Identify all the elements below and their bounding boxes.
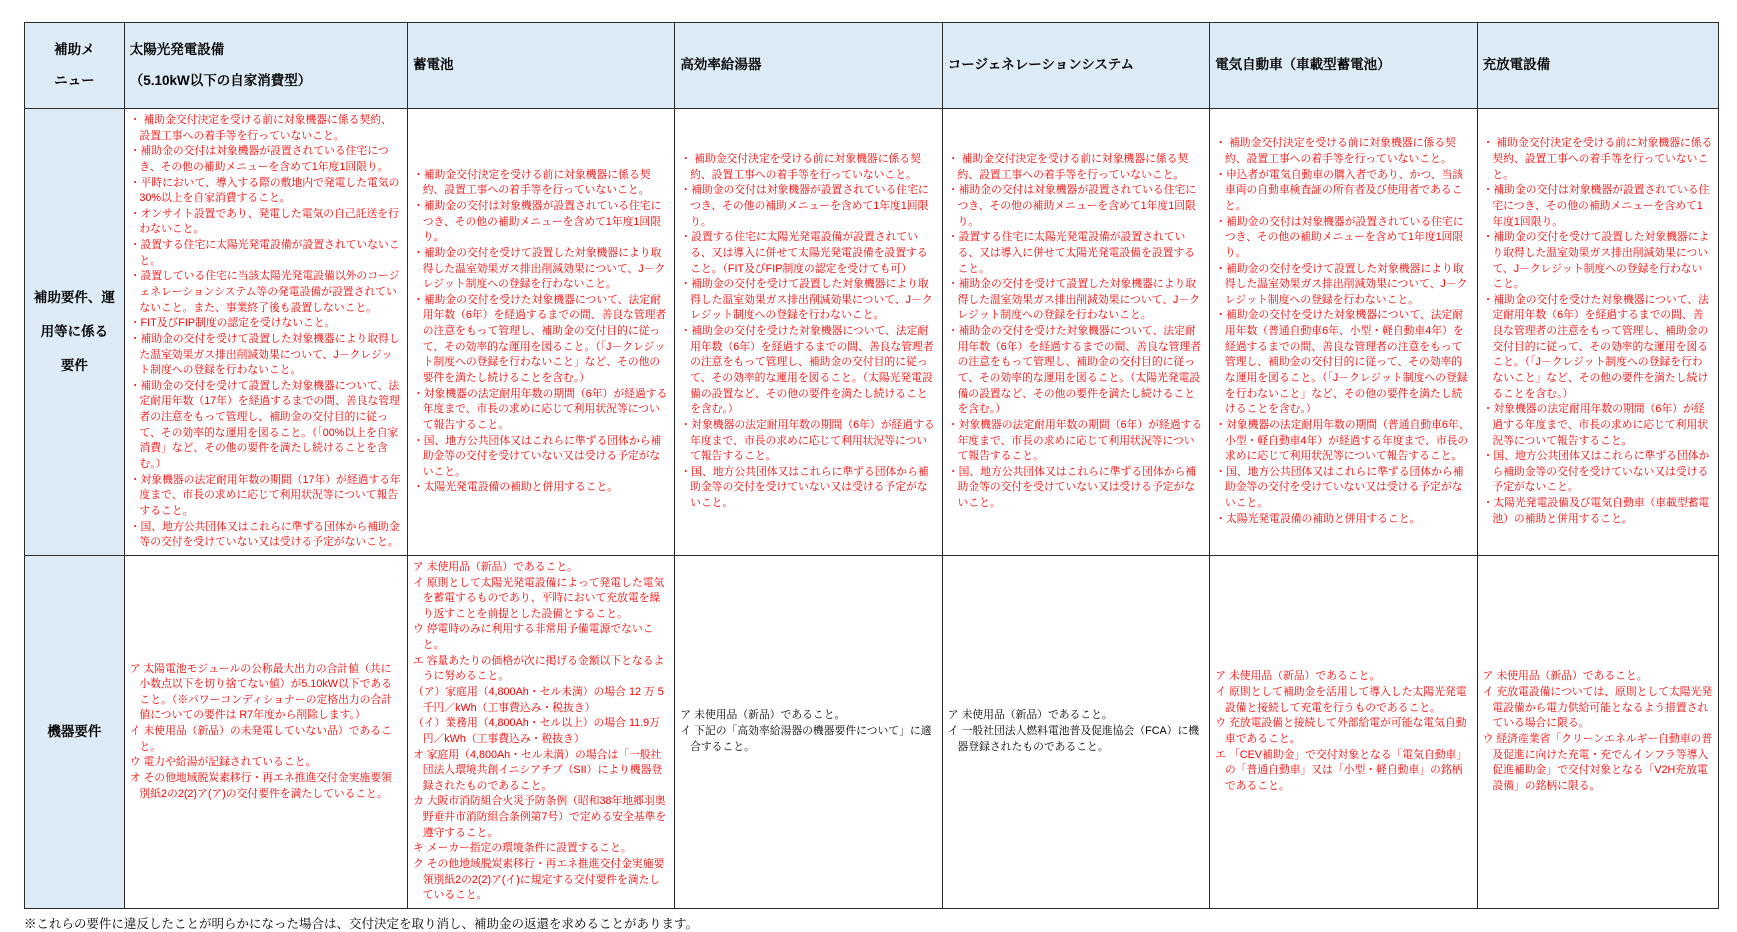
column-header-solar: 太陽光発電設備 （5.10kW以下の自家消費型） xyxy=(124,23,407,109)
row-header-requirements: 補助要件、運 用等に係る 要件 xyxy=(25,108,125,555)
column-header-cogeneration: コージェネレーションシステム xyxy=(942,23,1209,109)
table-row xyxy=(25,108,1719,555)
table-header xyxy=(25,23,1719,109)
cell-requirements-solar: ・ 補助金交付決定を受ける前に対象機器に係る契約、設置工事への着手等を行っていないこと。 ・補助金の交付は対象機器が設置されている住宅につき、その他の補助メニューを含めて1年度1回限り。 ・平時において、導入する際の敷地内で発電した電気の30%以上を自家消費すること。 ・オンサイト設置であり、発電した電気の自己託送を行わないこと。 ・設置する住宅に太陽光発電設備が設置されていないこと。 ・設置している住宅に当該太陽光発電設備以外のコージェネレーションシステム等の発電設備が設置されていないこと。また、事業終了後も設置しないこと。 ・FIT及びFIP制度の認定を受けないこと。 ・補助金の交付を受けて設置した対象機器により取得した温室効果ガス排出削減効果について、J－クレジット制度への登録を行わないこと。 ・補助金の交付を受けて設置した対象機器について、法定耐用年数（17年）を経過するまでの間、善良な管理者の注意をもって管理し、補助金の交付目的に従って、その効率的な運用を図ること。（「00%以上を自家消費」など、その他の要件を満たし続けることを含む。） ・対象機器の法定耐用年数の期間（17年）が経過する年度まで、市長の求めに応じて利用状況等について報告すること。 ・国、地方公共団体又はこれらに準ずる団体から補助金等の交付を受けていない又は受ける予定がないこと。 xyxy=(124,108,407,555)
column-header-battery: 蓄電池 xyxy=(407,23,674,109)
table-row xyxy=(25,555,1719,908)
column-header-charger: 充放電設備 xyxy=(1477,23,1718,109)
cell-requirements-battery: ・補助金交付決定を受ける前に対象機器に係る契約、設置工事への着手等を行っていないこと。 ・補助金の交付は対象機器が設置されている住宅につき、その他の補助メニューを含めて1年度1回限り。 ・補助金の交付を受けて設置した対象機器により取得した温室効果ガス排出削減効果について、J－クレジット制度への登録を行わないこと。 ・補助金の交付を受けた対象機器について、法定耐用年数（6年）を経過するまでの間、善良な管理者の注意をもって管理し、補助金の交付目的に従って、その効率的な運用を図ること。（「J－クレジット制度への登録を行わないこと」など、その他の要件を満たし続けることを含む。） ・対象機器の法定耐用年数の期間（6年）が経過する年度まで、市長の求めに応じて利用状況等について報告すること。 ・国、地方公共団体又はこれらに準ずる団体から補助金等の交付を受けていない又は受ける予定がないこと。 ・太陽光発電設備の補助と併用すること。 xyxy=(407,108,674,555)
subsidy-requirements-table xyxy=(24,22,1719,909)
column-header-menu: 補助メ ニュー xyxy=(25,23,125,109)
cell-equipment-cogeneration: ア 未使用品（新品）であること。 イ 一般社団法人燃料電池普及促進協会（FCA）に機器登録されたものであること。 xyxy=(942,555,1209,908)
cell-equipment-solar: ア 太陽電池モジュールの公称最大出力の合計値（共に小数点以下を切り捨てない値）が5.10kW以下であること。（※パワーコンディショナーの定格出力の合計値についての要件は R7年度から削除します。） イ 未使用品（新品）の未発電していない品）であること。 ウ 電力や給湯が記録されていること。 オ その他地域脱炭素移行・再エネ推進交付金実施要領別紙2の2(2)ア(ア)の交付要件を満たしていること。 xyxy=(124,555,407,908)
cell-requirements-charger: ・ 補助金交付決定を受ける前に対象機器に係る契約、設置工事への着手等を行っていないこと。 ・補助金の交付は対象機器が設置されている住宅につき、その他の補助メニューを含めて1年度1回限り。 ・補助金の交付を受けて設置した対象機器により取得した温室効果ガス排出削減効果について、J－クレジット制度への登録を行わないこと。 ・補助金の交付を受けた対象機器について、法定耐用年数（6年）を経過するまでの間、善良な管理者の注意をもって管理し、補助金の交付目的に従って、その効率的な運用を図ること。（「J－クレジット制度への登録を行わないこと」など、その他の要件を満たし続けることを含む。） ・対象機器の法定耐用年数の期間（6年）が経過する年度まで、市長の求めに応じて利用状況等について報告すること。 ・国、地方公共団体又はこれらに準ずる団体から補助金等の交付を受けていない又は受ける予定がないこと。 ・太陽光発電設備及び電気自動車（車載型蓄電池）の補助と併用すること。 xyxy=(1477,108,1718,555)
cell-equipment-charger: ア 未使用品（新品）であること。 イ 充放電設備については、原則として太陽光発電設備から電力供給可能となるよう措置されている場合に限る。 ウ 経済産業省「クリーンエネルギー自動車の普及促進に向けた充電・充でんインフラ等導入促進補助金」で交付対象となる「V2H充放電設備」の銘柄に限る。 xyxy=(1477,555,1718,908)
table-header-row xyxy=(25,23,1719,109)
column-header-ev: 電気自動車（車載型蓄電池） xyxy=(1210,23,1477,109)
row-header-equipment: 機器要件 xyxy=(25,555,125,908)
footnote: ※これらの要件に違反したことが明らかになった場合は、交付決定を取り消し、補助金の返還を求めることがあります。 xyxy=(24,916,699,931)
table-body xyxy=(25,108,1719,908)
cell-requirements-water-heater: ・ 補助金交付決定を受ける前に対象機器に係る契約、設置工事への着手等を行っていないこと。 ・補助金の交付は対象機器が設置されている住宅につき、その他の補助メニューを含めて1年度1回限り。 ・設置する住宅に太陽光発電設備が設置されている、又は導入に併せて太陽光発電設備を設置すること。（FIT及びFIP制度の認定を受けても可） ・補助金の交付を受けて設置した対象機器により取得した温室効果ガス排出削減効果について、J－クレジット制度への登録を行わないこと。 ・補助金の交付を受けた対象機器について、法定耐用年数（6年）を経過するまでの間、善良な管理者の注意をもって管理し、補助金の交付目的に従って、その効率的な運用を図ること。（太陽光発電設備の設置など、その他の要件を満たし続けることを含む。） ・対象機器の法定耐用年数の期間（6年）が経過する年度まで、市長の求めに応じて利用状況等について報告すること。 ・国、地方公共団体又はこれらに準ずる団体から補助金等の交付を受けていない又は受ける予定がないこと。 xyxy=(675,108,942,555)
cell-equipment-battery: ア 未使用品（新品）であること。 イ 原則として太陽光発電設備によって発電した電気を蓄電するものであり、平時において充放電を繰り返すことを前提とした設備とすること。 ウ 停電時のみに利用する非常用予備電源でないこと。 エ 容量あたりの価格が次に掲げる金額以下となるように努めること。 （ア）家庭用（4,800Ah・セル未満）の場合 12 万 5 千円／kWh（工事費込み・税抜き） （イ）業務用（4,800Ah・セル以上）の場合 11.9万円／kWh（工事費込み・税抜き） オ 家庭用（4,800Ah・セル未満）の場合は「一般社団法人環境共創イニシアチブ（SII）により機器登録されたものであること。 カ 大阪市消防組合火災予防条例（昭和38年地郷羽奥野垂井市消防組合条例第7号）で定める安全基準を遵守すること。 キ メーカー指定の環境条件に設置すること。 ク その他地域脱炭素移行・再エネ推進交付金実施要領別紙2の2(2)ア(イ)に規定する交付要件を満たしていること。 xyxy=(407,555,674,908)
cell-requirements-cogeneration: ・ 補助金交付決定を受ける前に対象機器に係る契約、設置工事への着手等を行っていないこと。 ・補助金の交付は対象機器が設置されている住宅につき、その他の補助メニューを含めて1年度1回限り。 ・設置する住宅に太陽光発電設備が設置されている、又は導入に併せて太陽光発電設備を設置すること。 ・補助金の交付を受けて設置した対象機器により取得した温室効果ガス排出削減効果について、J－クレジット制度への登録を行わないこと。 ・補助金の交付を受けた対象機器について、法定耐用年数（6年）を経過するまでの間、善良な管理者の注意をもって管理し、補助金の交付目的に従って、その効率的な運用を図ること。（太陽光発電設備の設置など、その他の要件を満たし続けることを含む。） ・対象機器の法定耐用年数の期間（6年）が経過する年度まで、市長の求めに応じて利用状況等について報告すること。 ・国、地方公共団体又はこれらに準ずる団体から補助金等の交付を受けていない又は受ける予定がないこと。 xyxy=(942,108,1209,555)
cell-equipment-water-heater: ア 未使用品（新品）であること。 イ 下記の「高効率給湯器の機器要件について」に適合すること。 xyxy=(675,555,942,908)
cell-equipment-ev: ア 未使用品（新品）であること。 イ 原則として補助金を活用して導入した太陽光発電設備と接続して充電を行うものであること。 ウ 充放電設備と接続して外部給電が可能な電気自動車であること。 エ 「CEV補助金」で交付対象となる「電気自動車」の「普通自動車」又は「小型・軽自動車」の銘柄であること。 xyxy=(1210,555,1477,908)
cell-requirements-ev: ・ 補助金交付決定を受ける前に対象機器に係る契約、設置工事への着手等を行っていないこと。 ・申込者が電気自動車の購入者であり、かつ、当該車両の自動車検査証の所有者及び使用者であること。 ・補助金の交付は対象機器が設置されている住宅につき、その他の補助メニューを含めて1年度1回限り。 ・補助金の交付を受けて設置した対象機器により取得した温室効果ガス排出削減効果について、J－クレジット制度への登録を行わないこと。 ・補助金の交付を受けた対象機器について、法定耐用年数（普通自動車6年、小型・軽自動車4年）を経過するまでの間、善良な管理者の注意をもって管理し、補助金の交付目的に従って、その効率的な運用を図ること。（「J－クレジット制度への登録を行わないこと」など、その他の要件を満たし続けることを含む。） ・対象機器の法定耐用年数の期間（普通自動車6年、小型・軽自動車4年）が経過する年度まで、市長の求めに応じて利用状況等について報告すること。 ・国、地方公共団体又はこれらに準ずる団体から補助金等の交付を受けていない又は受ける予定がないこと。 ・太陽光発電設備の補助と併用すること。 xyxy=(1210,108,1477,555)
column-header-water-heater: 高効率給湯器 xyxy=(675,23,942,109)
